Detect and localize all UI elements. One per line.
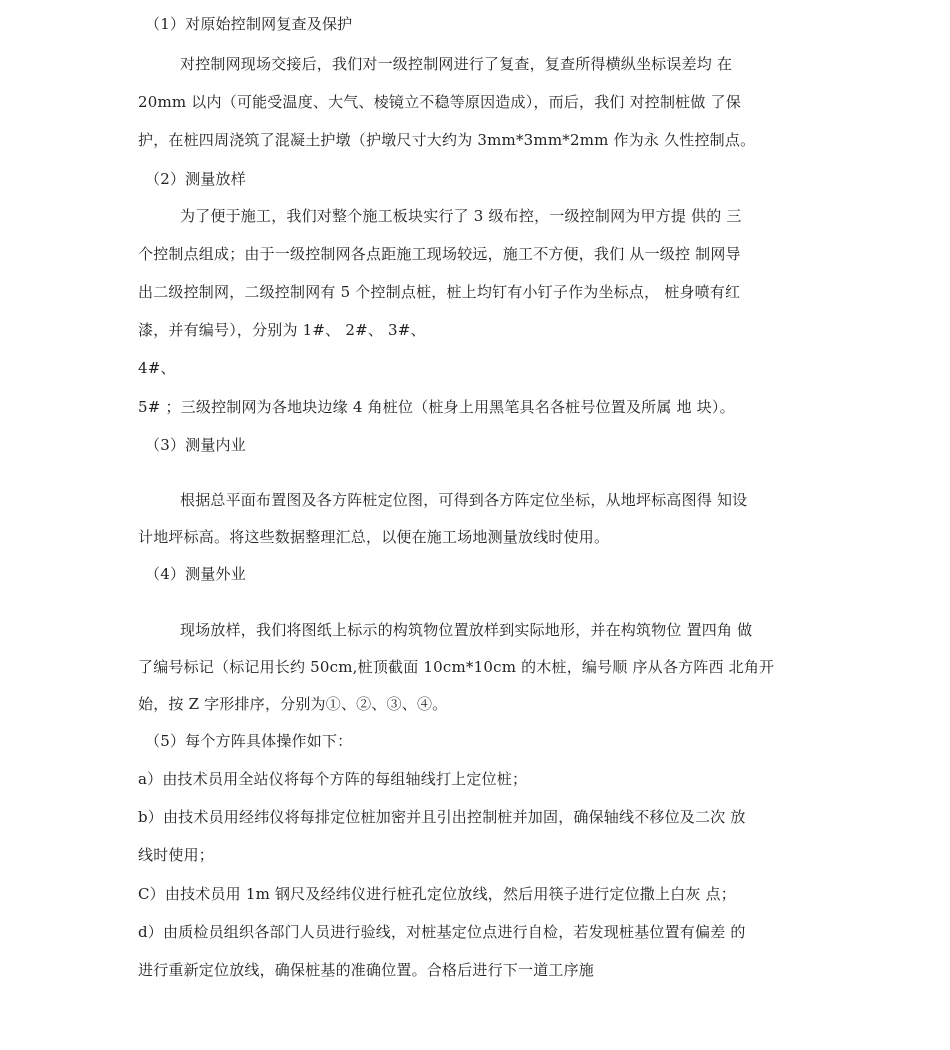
paragraph-line: 现场放样，我们将图纸上标示的构筑物位置放样到实际地形，并在构筑物位 置四角 做 bbox=[180, 621, 753, 639]
heading-3: （3）测量内业 bbox=[145, 436, 246, 454]
heading-4: （4）测量外业 bbox=[145, 565, 246, 583]
list-item-b-continued: 线时使用； bbox=[138, 846, 215, 864]
list-item-c: C）由技术员用 1m 钢尺及经纬仪进行桩孔定位放线，然后用筷子进行定位撒上白灰 点； bbox=[138, 885, 736, 903]
paragraph-line: 了编号标记（标记用长约 50cm,桩顶截面 10cm*10cm 的木桩，编号顺 序从各方阵西 北角开 bbox=[138, 658, 775, 676]
paragraph-line: 5# ；三级控制网为各地块边缘 4 角桩位（桩身上用黑笔具名各桩号位置及所属 地 块）。 bbox=[138, 398, 735, 416]
paragraph-line: 个控制点组成；由于一级控制网各点距施工现场较远，施工不方便，我们 从一级控 制网导 bbox=[138, 245, 741, 263]
list-item-d-continued: 进行重新定位放线，确保桩基的准确位置。合格后进行下一道工序施 bbox=[138, 961, 595, 979]
list-item-d: d）由质检员组织各部门人员进行验线，对桩基定位点进行自检，若发现桩基位置有偏差 的 bbox=[138, 923, 746, 941]
paragraph-line: 出二级控制网，二级控制网有 5 个控制点桩，桩上均钉有小钉子作为坐标点， 桩身喷有红 bbox=[138, 283, 741, 301]
paragraph-line: 4#、 bbox=[138, 359, 176, 377]
list-item-a: a）由技术员用全站仪将每个方阵的每组轴线打上定位桩； bbox=[138, 770, 528, 788]
paragraph-line: 漆，并有编号），分别为 1#、 2#、 3#、 bbox=[138, 321, 426, 339]
heading-1: （1）对原始控制网复查及保护 bbox=[145, 15, 353, 33]
paragraph-line: 对控制网现场交接后，我们对一级控制网进行了复查，复查所得横纵坐标误差均 在 bbox=[180, 55, 733, 73]
paragraph-line: 始，按 Z 字形排序，分别为①、②、③、④。 bbox=[138, 695, 448, 713]
heading-5: （5）每个方阵具体操作如下： bbox=[145, 732, 353, 750]
paragraph-line: 为了便于施工，我们对整个施工板块实行了 3 级布控，一级控制网为甲方提 供的 三 bbox=[180, 207, 742, 225]
heading-2: （2）测量放样 bbox=[145, 170, 246, 188]
paragraph-line: 20mm 以内（可能受温度、大气、棱镜立不稳等原因造成），而后，我们 对控制桩做 了保 bbox=[138, 93, 741, 111]
list-item-b: b）由技术员用经纬仪将每排定位桩加密并且引出控制桩并加固，确保轴线不移位及二次 放 bbox=[138, 808, 746, 826]
paragraph-line: 根据总平面布置图及各方阵桩定位图，可得到各方阵定位坐标，从地坪标高图得 知设 bbox=[180, 491, 748, 509]
paragraph-line: 计地坪标高。将这些数据整理汇总，以便在施工场地测量放线时使用。 bbox=[138, 528, 610, 546]
paragraph-line: 护，在桩四周浇筑了混凝土护墩（护墩尺寸大约为 3mm*3mm*2mm 作为永 久性控制点。 bbox=[138, 131, 756, 149]
